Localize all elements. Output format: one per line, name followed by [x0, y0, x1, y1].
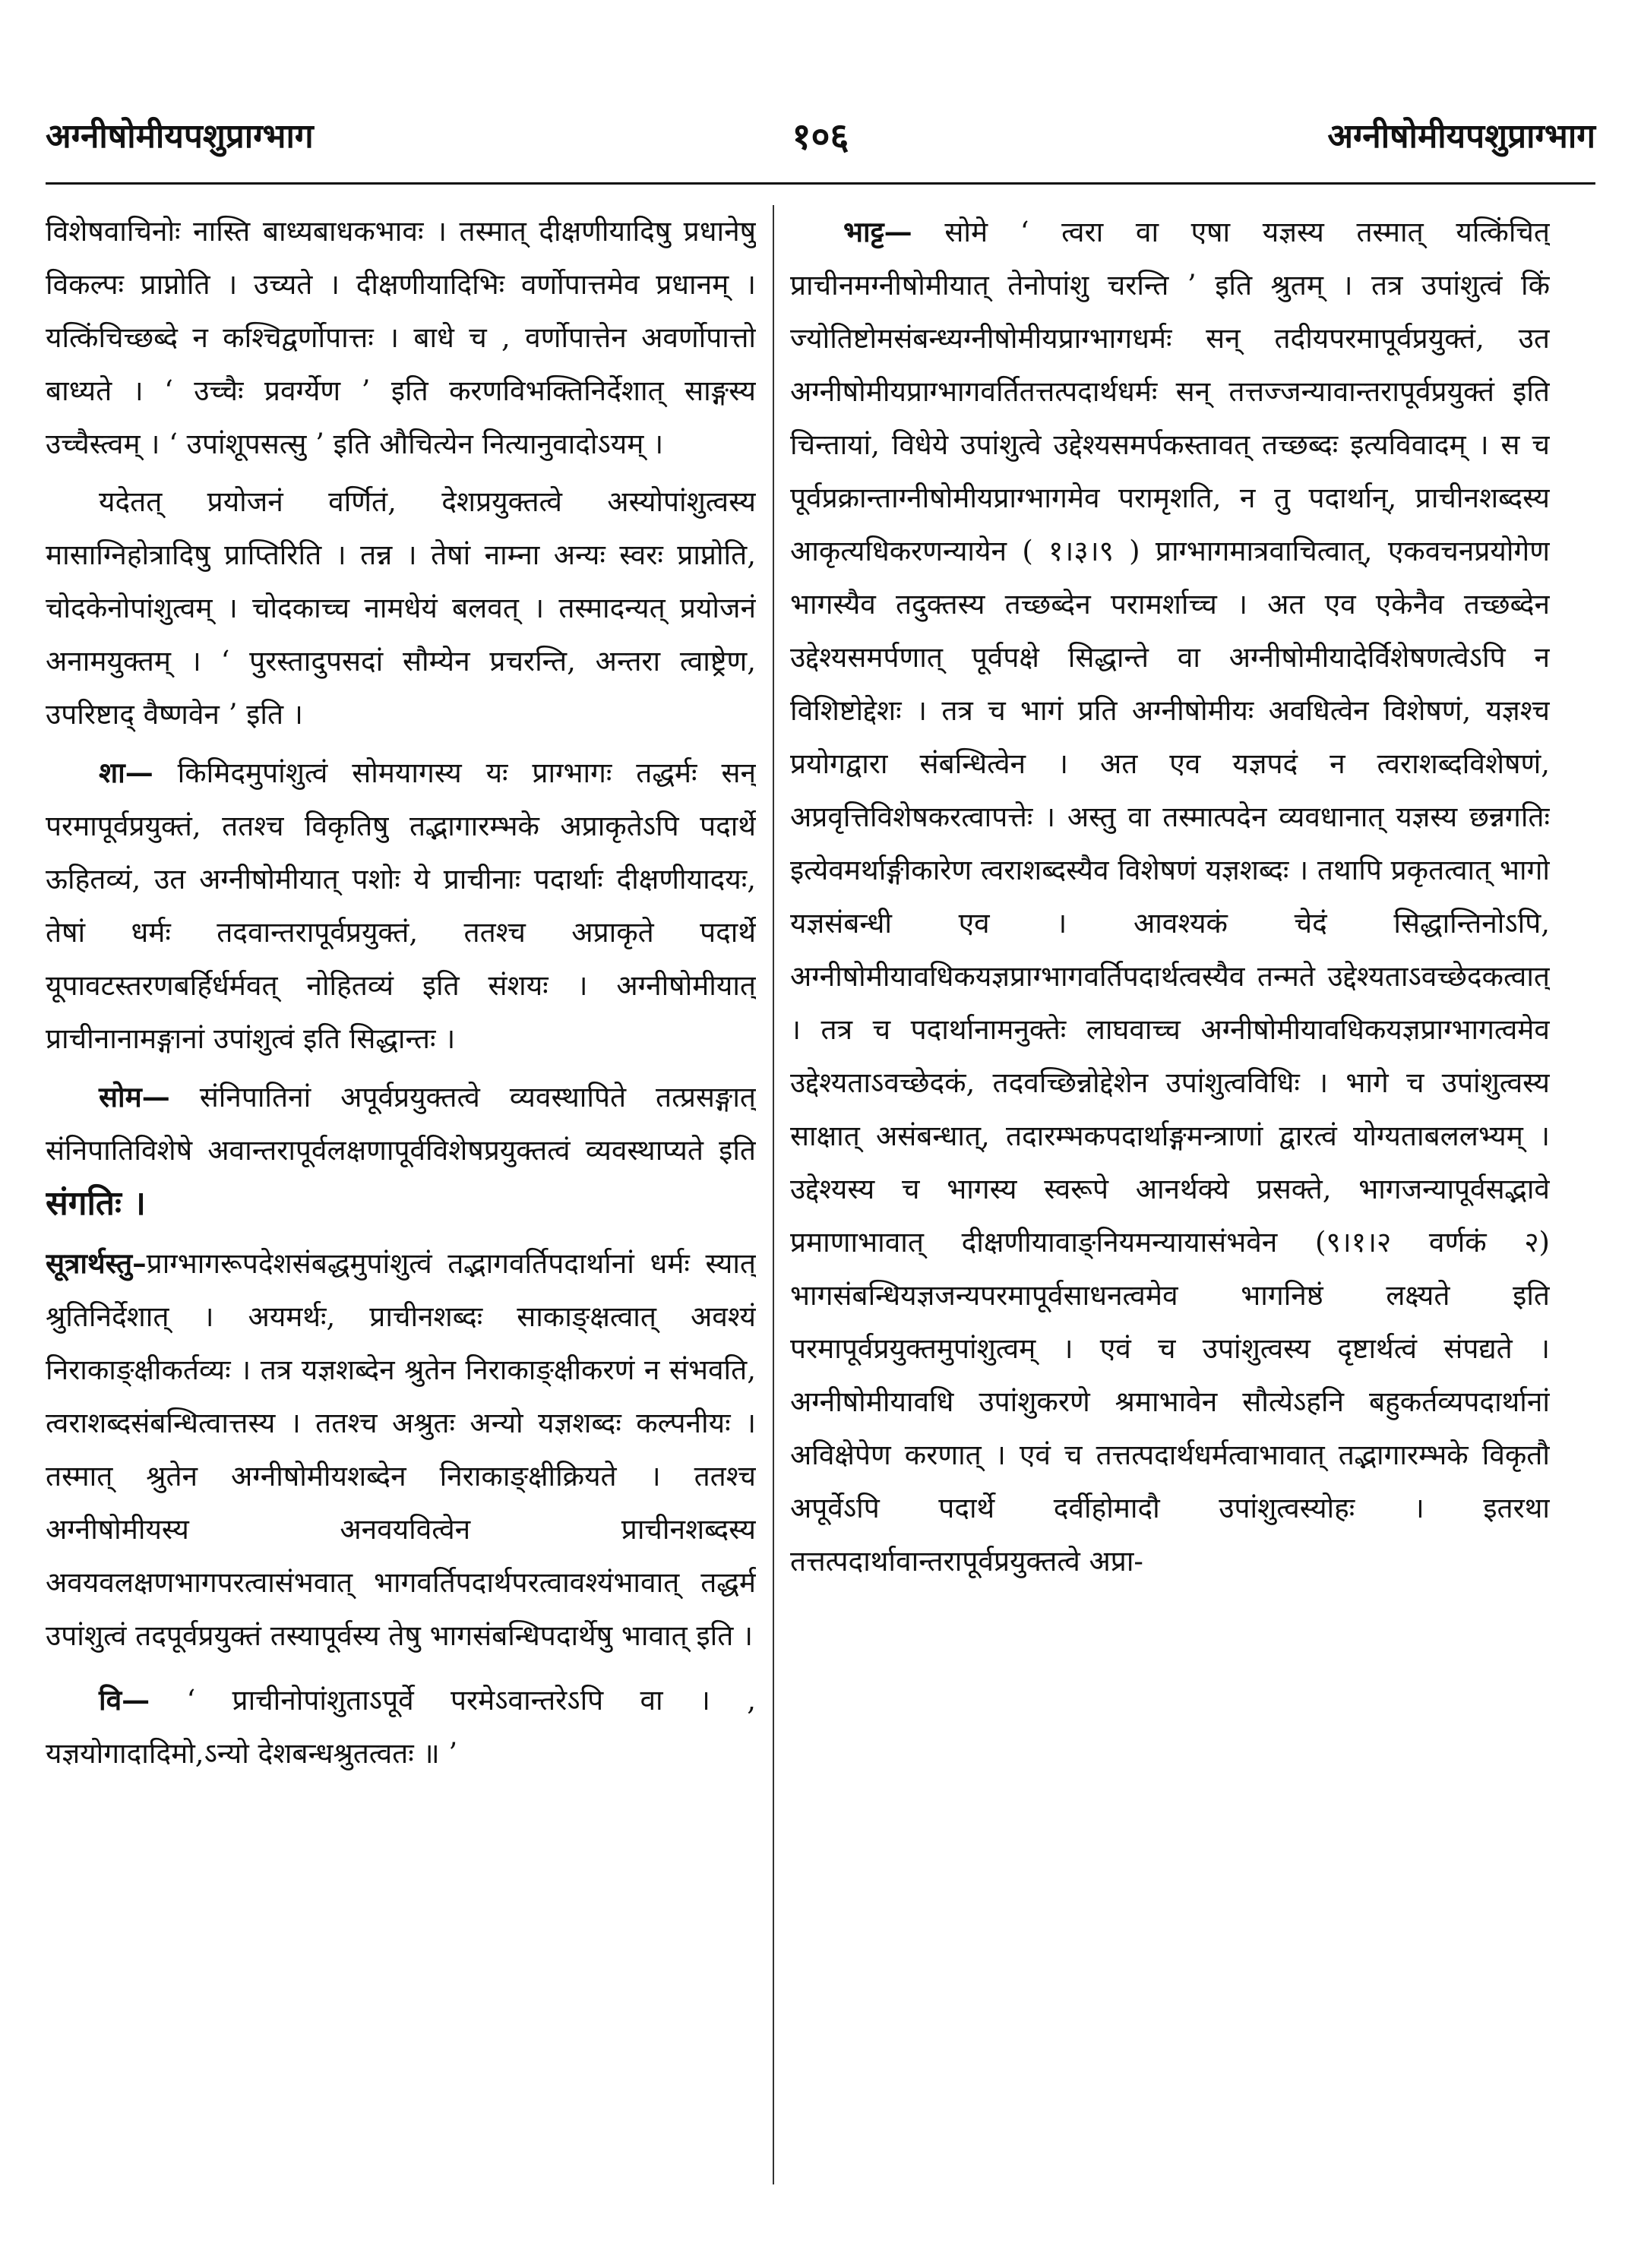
paragraph-text: सोमे ‘ त्वरा वा एषा यज्ञस्य तस्मात् यत्किंचित् प्राचीनमग्नीषोमीयात् तेनोपांशु चरन्ति ’ इति श्रुतम् । तत्र उपांशुत्वं किं ज्योतिष्टोमसंबन्ध्यग्नीषोमीयप्राग्भागधर्मः सन् तदीयपरमापूर्वप्रयुक्तं, उत अग्नीषोमीयप्राग्भागवर्तितत्तत्पदार्थधर्मः सन् तत्तज्जन्यावान्तरापूर्वप्रयुक्तं इति चिन्तायां, विधेये उपांशुत्वे उद्देश्यसमर्पकस्तावत् तच्छब्दः इत्यविवादम् । स च पूर्वप्रक्रान्ताग्नीषोमीयप्राग्भागमेव परामृशति, न तु पदार्थान्, प्राचीनशब्दस्य आकृत्यधिकरणन्यायेन ( १।३।९ ) प्राग्भागमात्रवाचित्वात्, एकवचनप्रयोगेण भागस्यैव तदुक्तस्य तच्छब्देन परामर्शाच्च । अत एव एकेनैव तच्छब्देन उद्देश्यसमर्पणात् पूर्वपक्षे सिद्धान्ते वा अग्नीषोमीयादेर्विशेषणत्वेऽपि न विशिष्टोद्देशः । तत्र च भागं प्रति अग्नीषोमीयः अवधित्वेन विशेषणं, यज्ञश्च प्रयोगद्वारा संबन्धित्वेन । अत एव यज्ञपदं न त्वराशब्दविशेषणं, अप्रवृत्तिविशेषकरत्वापत्तेः । अस्तु वा तस्मात्पदेन व्यवधानात् यज्ञस्य छन्नगतिः इत्येवमर्थाङ्गीकारेण त्वराशब्दस्यैव विशेषणं यज्ञशब्दः । तथापि प्रकृतत्वात् भागो यज्ञसंबन्धी एव । आवश्यकं चेदं सिद्धान्तिनोऽपि, अग्नीषोमीयावधिकयज्ञप्राग्भागवर्तिपदार्थत्वस्यैव तन्मते उद्देश्यताऽवच्छेदकत्वात् । तत्र च पदार्थानामनुक्तेः लाघवाच्च अग्नीषोमीयावधिकयज्ञप्राग्भागत्वमेव उद्देश्यताऽवच्छेदकं, तदवच्छिन्नोद्देशेन उपांशुत्वविधिः । भागे च उपांशुत्वस्य साक्षात् असंबन्धात्, तदारम्भकपदार्थाङ्गमन्त्राणां द्वारत्वं योग्यताबललभ्यम् । उद्देश्यस्य च भागस्य स्वरूपे आनर्थक्ये प्रसक्ते, भागजन्यापूर्वसद्भावे प्रमाणाभावात् दीक्षणीयावाङ्नियमन्यायासंभवेन (९।१।२ वर्णकं २) भागसंबन्धियज्ञजन्यपरमापूर्वसाधनत्वमेव भागनिष्ठं लक्ष्यते इति परमापूर्वप्रयुक्तमुपांशुत्वम् । एवं च उपांशुत्वस्य दृष्टार्थत्वं संपद्यते । अग्नीषोमीयावधि उपांशुकरणे श्रमाभावेन सौत्येऽहनि बहुकर्तव्यपदार्थानां अविक्षेपेण करणात् । एवं च तत्तत्पदार्थधर्मत्वाभावात् तद्भागारम्भके विकृतौ अपूर्वेऽपि पदार्थे दर्वीहोमादौ उपांशुत्वस्योहः । इतरथा तत्तत्पदार्थावान्तरापूर्वप्रयुक्तत्वे अप्रा- [790, 216, 1550, 1578]
column-divider [773, 205, 774, 2184]
paragraph-text: प्राग्भागरूपदेशसंबद्धमुपांशुत्वं तद्भागवर्तिपदार्थानां धर्मः स्यात् श्रुतिनिर्देशात् । अयमर्थः, प्राचीनशब्दः साकाङ्क्षत्वात् अवश्यं निराकाङ्क्षीकर्तव्यः । तत्र यज्ञशब्देन श्रुतेन निराकाङ्क्षीकरणं न संभवति, त्वराशब्दसंबन्धित्वात्तस्य । ततश्च अश्रुतः अन्यो यज्ञशब्दः कल्पनीयः । तस्मात् श्रुतेन अग्नीषोमीयशब्देन निराकाङ्क्षीक्रियते । ततश्च अग्नीषोमीयस्य अनवयवित्वेन प्राचीनशब्दस्य अवयवलक्षणभागपरत्वासंभवात् भागवर्तिपदार्थपरत्वावश्यंभावात् तद्धर्म उपांशुत्वं तदपूर्वप्रयुक्तं तस्यापूर्वस्य तेषु भागसंबन्धिपदार्थेषु भावात् इति । [46, 1247, 756, 1652]
page-number: १०६ [792, 115, 849, 158]
left-paragraph-4 [46, 1070, 756, 1232]
right-column [790, 205, 1550, 2200]
left-paragraph-1: विशेषवाचिनोः नास्ति बाध्यबाधकभावः । तस्मात् दीक्षणीयादिषु प्रधानेषु विकल्पः प्राप्नोति । उच्यते । दीक्षणीयादिभिः वर्णोपात्तमेव प्रधानम् । यत्किंचिच्छब्दे न कश्चिद्वर्णोपात्तः । बाधे च , वर्णोपात्तेन अवर्णोपात्तो बाध्यते । ‘ उच्चैः प्रवर्ग्येण ’ इति करणविभक्तिनिर्देशात् साङ्गस्य उच्चैस्त्वम् । ‘ उपांशूपसत्सु ’ इति औचित्येन नित्यानुवादोऽयम् । [46, 215, 756, 460]
left-paragraph-5 [46, 1237, 756, 1663]
paragraph-text: संनिपातिनां अपूर्वप्रयुक्तत्वे व्यवस्थापिते तत्प्रसङ्गात् संनिपातिविशेषे अवान्तरापूर्वलक्षणापूर्वविशेषप्रयुक्तत्वं व्यवस्थाप्यते इति [46, 1081, 756, 1167]
paragraph-text: किमिदमुपांशुत्वं सोमयागस्य यः प्राग्भागः तद्धर्मः सन् परमापूर्वप्रयुक्तं, ततश्च विकृतिषु तद्भागारम्भके अप्राकृतेऽपि पदार्थे ऊहितव्यं, उत अग्नीषोमीयात् पशोः ये प्राचीनाः पदार्थाः दीक्षणीयादयः, तेषां धर्मः तदवान्तरापूर्वप्रयुक्तं, ततश्च अप्राकृते पदार्थे यूपावटस्तरणबर्हिर्धर्मवत् नोहितव्यं इति संशयः । अग्नीषोमीयात् प्राचीनानामङ्गानां उपांशुत्वं इति सिद्धान्तः । [46, 757, 756, 1055]
speaker-label: भाट्ट— [843, 215, 912, 248]
right-paragraph-1 [790, 205, 1550, 1588]
sutrartha-label: सूत्रार्थस्तु– [46, 1246, 147, 1280]
speaker-label: शा— [99, 756, 153, 789]
verse-text: ‘ प्राचीनोपांशुताऽपूर्वे परमेऽवान्तरेऽपि वा । , यज्ञयोगादादिमो,ऽन्यो देशबन्धश्रुतत्वतः ॥ ’ [46, 1684, 756, 1770]
verse-block [46, 1673, 756, 1780]
left-paragraph-3 [46, 746, 756, 1066]
header-right-title: अग्नीषोमीयपशुप्राग्भाग [1327, 117, 1595, 156]
left-paragraph-2: यदेतत् प्रयोजनं वर्णितं, देशप्रयुक्तत्वे अस्योपांशुत्वस्य मासाग्निहोत्रादिषु प्राप्तिरिति । तन्न । तेषां नाम्ना अन्यः स्वरः प्राप्नोति, चोदकेनोपांशुत्वम् । चोदकाच्च नामधेयं बलवत् । तस्मादन्यत् प्रयोजनं अनामयुक्तम् । ‘ पुरस्तादुपसदां सौम्येन प्रचरन्ति, अन्तरा त्वाष्ट्रेण, उपरिष्टाद् वैष्णवेन ’ इति । [46, 485, 756, 731]
speaker-label: सोम— [99, 1080, 170, 1113]
speaker-label: वि— [99, 1683, 150, 1717]
header-rule [46, 182, 1595, 185]
sangati-label: संगतिः । [46, 1184, 146, 1223]
left-column [46, 205, 756, 2200]
running-header [46, 106, 1595, 167]
header-left-title: अग्नीषोमीयपशुप्राग्भाग [46, 117, 314, 156]
